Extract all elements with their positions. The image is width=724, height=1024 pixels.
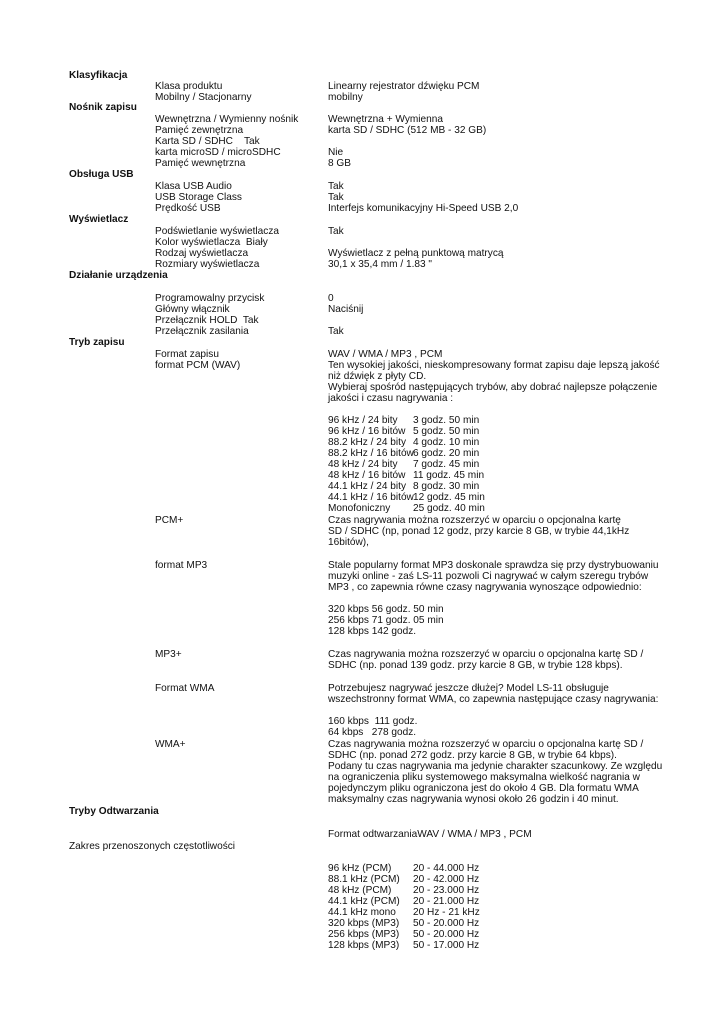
freq-range: 50 - 20.000 Hz: [413, 929, 480, 940]
label-pcm-plus: PCM+: [155, 515, 184, 526]
freq-mode: 128 kbps (MP3): [328, 940, 400, 951]
value-programowalny-przycisk: 0: [328, 293, 334, 304]
value-pcm-line-3: Wybieraj spośród następujących trybów, aby dobrać najlepsze połączenie: [328, 382, 658, 393]
pcm-mode: Monofoniczny: [328, 503, 391, 514]
label-kolor-wyswietlacza: Kolor wyświetlacza Biały: [155, 237, 268, 248]
pcm-time: 3 godz. 50 min: [413, 415, 480, 426]
value-pamiec-zewnetrzna: karta SD / SDHC (512 MB - 32 GB): [328, 125, 487, 136]
section-tryby-odtwarzania: Tryby Odtwarzania: [69, 806, 159, 817]
freq-range: 50 - 17.000 Hz: [413, 940, 480, 951]
value-pcm-line-1: Ten wysokiej jakości, nieskompresowany format zapisu daje lepszą jakość: [328, 360, 660, 371]
section-klasyfikacja: Klasyfikacja: [69, 70, 128, 81]
pcm-mode: 44.1 kHz / 24 bity: [328, 481, 406, 492]
value-mp3-line-3: MP3 , co zapewnia równe czasy nagrywania wynoszące odpowiednio:: [328, 582, 642, 593]
freq-range: 20 - 23.000 Hz: [413, 885, 480, 896]
wma-bitrate-160: 160 kbps 111 godz.: [328, 716, 418, 727]
freq-range: 20 - 42.000 Hz: [413, 874, 480, 885]
freq-range: 20 - 44.000 Hz: [413, 863, 480, 874]
value-format-zapisu: WAV / WMA / MP3 , PCM: [328, 349, 443, 360]
value-wma-plus-line-4: na ograniczenia pliku systemowego maksymalna wielkość nagrania w: [328, 772, 640, 783]
section-tryb-zapisu: Tryb zapisu: [69, 337, 125, 348]
value-microsd: Nie: [328, 147, 344, 158]
label-przelacznik-zasilania: Przełącznik zasilania: [155, 326, 249, 337]
mp3-bitrate-320: 320 kbps 56 godz. 50 min: [328, 604, 444, 615]
value-wma-plus-line-3: Podany tu czas nagrywania ma jedynie charakter szacunkowy. Ze względu: [328, 761, 663, 772]
label-format-pcm: format PCM (WAV): [155, 360, 241, 371]
pcm-mode: 96 kHz / 16 bitów: [328, 426, 406, 437]
label-przelacznik-hold: Przełącznik HOLD Tak: [155, 315, 259, 326]
label-glowny-wlacznik: Główny włącznik: [155, 304, 230, 315]
value-glowny-wlacznik: Naciśnij: [328, 304, 364, 315]
pcm-mode: 88.2 kHz / 24 bity: [328, 437, 406, 448]
section-nosnik-zapisu: Nośnik zapisu: [69, 102, 137, 113]
pcm-time: 7 godz. 45 min: [413, 459, 480, 470]
mp3-bitrate-256: 256 kbps 71 godz. 05 min: [328, 615, 444, 626]
value-pamiec-wewnetrzna: 8 GB: [328, 158, 352, 169]
freq-mode: 88.1 kHz (PCM): [328, 874, 400, 885]
pcm-mode: 88.2 kHz / 16 bitów: [328, 448, 414, 459]
section-obsluga-usb: Obsługa USB: [69, 169, 134, 180]
label-pamiec-wewnetrzna: Pamięć wewnętrzna: [155, 158, 246, 169]
label-usb-audio: Klasa USB Audio: [155, 181, 232, 192]
pcm-time: 6 godz. 20 min: [413, 448, 480, 459]
value-mp3-line-2: muzyki online - zaś LS-11 pozwoli Ci nagrywać w całym szeregu trybów: [328, 571, 649, 582]
pcm-time: 25 godz. 40 min: [413, 503, 485, 514]
value-pcm-plus-line-2: SD / SDHC (np, ponad 12 godz, przy karcie 8 GB, w trybie 44,1kHz: [328, 526, 630, 537]
label-klasa-produktu: Klasa produktu: [155, 81, 223, 92]
value-klasa-produktu: Linearny rejestrator dźwięku PCM: [328, 81, 480, 92]
label-zakres-czestotliwosci: Zakres przenoszonych częstotliwości: [69, 841, 236, 852]
value-pcm-plus-line-1: Czas nagrywania można rozszerzyć w oparciu o opcjonalna kartę: [328, 515, 621, 526]
section-wyswietlacz: Wyświetlacz: [69, 214, 129, 225]
value-wma-plus-line-2: SDHC (np. ponad 272 godz. przy karcie 8 GB, w trybie 64 kbps).: [328, 750, 617, 761]
label-usb-storage: USB Storage Class: [155, 192, 242, 203]
label-mobilny: Mobilny / Stacjonarny: [155, 92, 252, 103]
label-rodzaj-wyswietlacza: Rodzaj wyświetlacza: [155, 248, 249, 259]
label-microsd: karta microSD / microSDHC: [155, 147, 281, 158]
value-przelacznik-zasilania: Tak: [328, 326, 344, 337]
value-mp3-plus-line-1: Czas nagrywania można rozszerzyć w oparciu o opcjonalna kartę SD /: [328, 649, 644, 660]
pcm-mode: 96 kHz / 24 bity: [328, 415, 398, 426]
label-wma-plus: WMA+: [155, 739, 186, 750]
value-usb-storage: Tak: [328, 192, 344, 203]
freq-mode: 48 kHz (PCM): [328, 885, 392, 896]
label-predkosc-usb: Prędkość USB: [155, 203, 221, 214]
value-predkosc-usb: Interfejs komunikacyjny Hi-Speed USB 2,0: [328, 203, 519, 214]
label-pamiec-zewnetrzna: Pamięć zewnętrzna: [155, 125, 244, 136]
label-mp3-plus: MP3+: [155, 649, 182, 660]
pcm-time: 5 godz. 50 min: [413, 426, 480, 437]
value-usb-audio: Tak: [328, 181, 344, 192]
pcm-mode: 48 kHz / 16 bitów: [328, 470, 406, 481]
mp3-bitrate-128: 128 kbps 142 godz.: [328, 626, 417, 637]
label-rozmiary-wyswietlacza: Rozmiary wyświetlacza: [155, 259, 260, 270]
freq-range: 20 - 21.000 Hz: [413, 896, 480, 907]
freq-range: 50 - 20.000 Hz: [413, 918, 480, 929]
pcm-mode: 48 kHz / 24 bity: [328, 459, 398, 470]
value-wma-plus-line-6: maksymalny czas nagrywania wynosi około 26 godzin i 40 minut.: [328, 794, 619, 805]
freq-mode: 320 kbps (MP3): [328, 918, 400, 929]
pcm-mode: 44.1 kHz / 16 bitów: [328, 492, 414, 503]
value-wewnetrzna-wymienny: Wewnętrzna + Wymienna: [328, 114, 444, 125]
pcm-time: 8 godz. 30 min: [413, 481, 480, 492]
pcm-time: 12 godz. 45 min: [413, 492, 485, 503]
value-wma-line-1: Potrzebujesz nagrywać jeszcze dłużej? Model LS-11 obsługuje: [328, 683, 609, 694]
value-pcm-line-2: niż dźwięk z płyty CD.: [328, 371, 427, 382]
value-wma-plus-line-1: Czas nagrywania można rozszerzyć w oparciu o opcjonalna kartę SD /: [328, 739, 644, 750]
section-dzialanie-urzadzenia: Działanie urządzenia: [69, 270, 168, 281]
label-podswietlanie: Podświetlanie wyświetlacza: [155, 226, 279, 237]
freq-mode: 44.1 kHz mono: [328, 907, 396, 918]
value-format-odtwarzania: Format odtwarzaniaWAV / WMA / MP3 , PCM: [328, 829, 532, 840]
pcm-time: 11 godz. 45 min: [413, 470, 485, 481]
label-wewnetrzna-wymienny: Wewnętrzna / Wymienny nośnik: [155, 114, 299, 125]
value-pcm-line-4: jakości i czasu nagrywania :: [328, 393, 454, 404]
label-format-mp3: format MP3: [155, 560, 208, 571]
label-format-wma: Format WMA: [155, 683, 215, 694]
value-mp3-line-1: Stale popularny format MP3 doskonale sprawdza się przy dystrybuowaniu: [328, 560, 659, 571]
label-format-zapisu: Format zapisu: [155, 349, 219, 360]
value-pcm-plus-line-3: 16bitów),: [328, 537, 369, 548]
freq-mode: 44.1 kHz (PCM): [328, 896, 400, 907]
value-mp3-plus-line-2: SDHC (np. ponad 139 godz. przy karcie 8 GB, w trybie 128 kbps).: [328, 660, 623, 671]
value-wma-plus-line-5: pojedynczym pliku ograniczona jest do około 4 GB. Dla formatu WMA: [328, 783, 639, 794]
freq-range: 20 Hz - 21 kHz: [413, 907, 480, 918]
value-mobilny: mobilny: [328, 92, 363, 103]
freq-mode: 96 kHz (PCM): [328, 863, 392, 874]
value-podswietlanie: Tak: [328, 226, 344, 237]
label-programowalny-przycisk: Programowalny przycisk: [155, 293, 265, 304]
value-wma-line-2: wszechstronny format WMA, co zapewnia następujące czasy nagrywania:: [328, 694, 659, 705]
value-rozmiary-wyswietlacza: 30,1 x 35,4 mm / 1.83 ": [328, 259, 433, 270]
value-rodzaj-wyswietlacza: Wyświetlacz z pełną punktową matrycą: [328, 248, 504, 259]
freq-mode: 256 kbps (MP3): [328, 929, 400, 940]
wma-bitrate-64: 64 kbps 278 godz.: [328, 727, 417, 738]
label-karta-sd: Karta SD / SDHC Tak: [155, 136, 260, 147]
pcm-time: 4 godz. 10 min: [413, 437, 480, 448]
